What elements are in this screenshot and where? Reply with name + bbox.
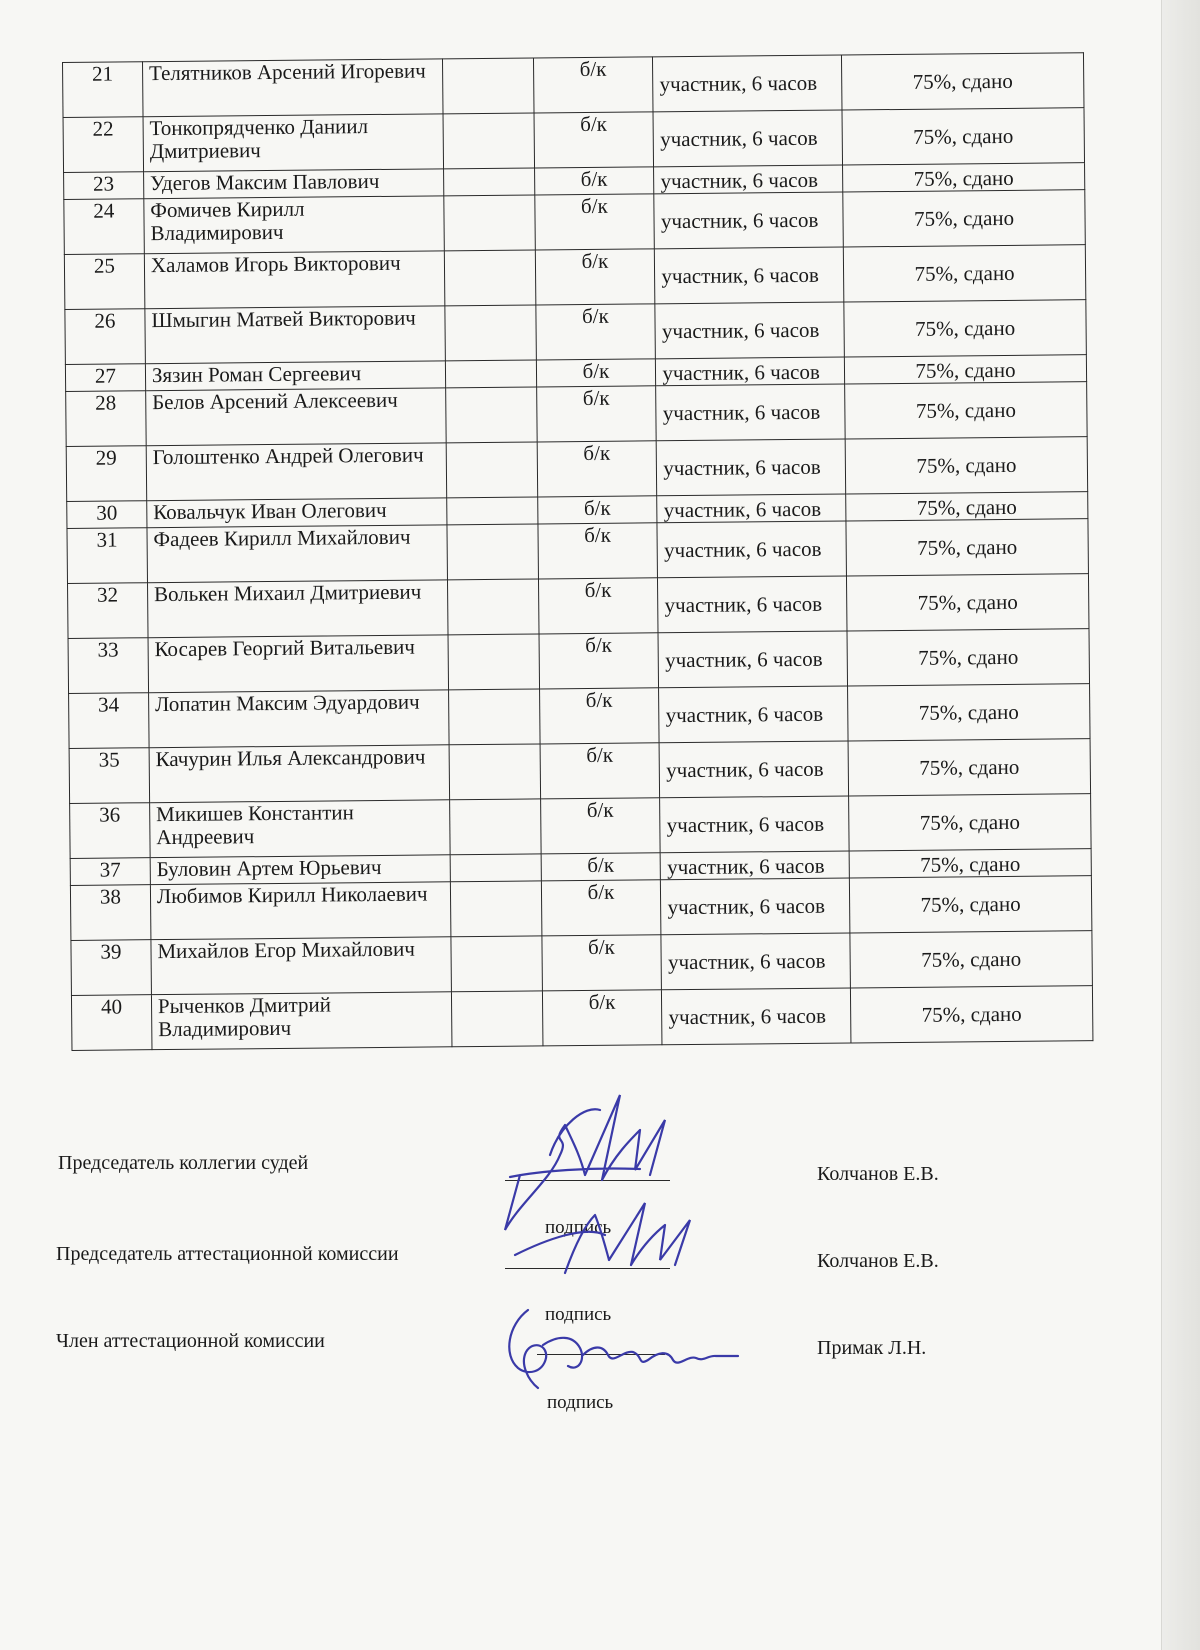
handwritten-signature-1 — [490, 1085, 720, 1235]
role-cell-text: участник, 6 часов — [667, 948, 826, 975]
role-cell — [660, 796, 849, 853]
table-row — [63, 53, 1084, 118]
member-commission-caption: подпись — [547, 1392, 614, 1413]
result-cell — [843, 190, 1085, 247]
result-cell-text: 75%, сдано — [919, 754, 1020, 780]
table-row — [69, 684, 1090, 749]
table-row — [63, 108, 1084, 173]
result-cell — [842, 108, 1084, 165]
result-cell — [845, 437, 1087, 494]
participant-name — [148, 635, 448, 693]
participant-name — [151, 992, 451, 1050]
role-cell-text: участник, 6 часов — [664, 591, 823, 618]
page-edge — [1161, 0, 1200, 1650]
role-cell — [659, 686, 848, 743]
participant-name — [144, 196, 444, 254]
table-row — [68, 574, 1089, 639]
result-cell — [843, 163, 1085, 192]
row-number-text: 22 — [92, 116, 114, 141]
chair-judges-signature-line — [505, 1180, 670, 1181]
role-cell — [660, 851, 849, 880]
category-cell — [539, 633, 659, 689]
category-cell-text: б/к — [581, 248, 609, 274]
row-number-text: 34 — [97, 692, 120, 717]
result-cell-text: 75%, сдано — [919, 809, 1020, 835]
category-cell — [541, 935, 661, 991]
row-number-text: 30 — [96, 500, 118, 525]
role-cell-text: участник, 6 часов — [667, 853, 825, 880]
result-cell — [847, 629, 1089, 686]
member-commission-title: Член аттестационной комиссии — [56, 1330, 325, 1352]
row-number — [64, 172, 144, 200]
category-cell-text: б/к — [582, 385, 610, 411]
participant-name — [142, 59, 442, 117]
role-cell-text: участник, 6 часов — [662, 399, 821, 426]
table-row — [66, 437, 1087, 502]
participant-name — [148, 690, 448, 748]
row-number-text: 35 — [98, 747, 120, 772]
participant-name — [150, 800, 450, 858]
role-cell-text: участник, 6 часов — [663, 496, 822, 523]
role-cell-text: участник, 6 часов — [660, 207, 819, 234]
participant-name — [150, 855, 450, 885]
empty-cell — [447, 579, 539, 635]
participant-name-text: Ковальчук Иван Олегович — [153, 497, 387, 525]
result-cell-text: 75%, сдано — [921, 946, 1022, 972]
role-cell-text: участник, 6 часов — [659, 70, 818, 97]
role-cell-text: участник, 6 часов — [667, 893, 826, 920]
result-cell — [844, 300, 1086, 357]
category-cell — [536, 386, 656, 442]
role-cell — [661, 878, 850, 935]
role-cell-text: участник, 6 часов — [661, 317, 820, 344]
chair-commission-title: Председатель аттестационной комиссии — [56, 1243, 399, 1265]
role-cell — [653, 110, 842, 167]
result-cell-text: 75%, сдано — [913, 205, 1015, 231]
row-number — [65, 309, 145, 365]
participant-name — [145, 306, 445, 364]
role-cell — [658, 576, 847, 633]
row-number — [67, 501, 147, 529]
category-cell-text: б/к — [586, 797, 614, 822]
result-cell-text: 75%, сдано — [913, 165, 1014, 191]
row-number — [67, 528, 147, 584]
row-number-text: 28 — [95, 390, 117, 415]
participant-name — [146, 443, 446, 501]
category-cell — [537, 441, 657, 497]
participant-name-text: Шмыгин Матвей Викторович — [151, 305, 416, 333]
result-cell-text: 75%, сдано — [915, 357, 1016, 383]
category-cell-text: б/к — [587, 934, 615, 959]
empty-cell — [444, 305, 536, 361]
result-cell — [850, 931, 1092, 988]
row-number — [68, 638, 148, 694]
result-cell-text: 75%, сдано — [917, 589, 1018, 615]
empty-cell — [450, 854, 541, 882]
empty-cell — [451, 991, 543, 1047]
row-number — [69, 693, 149, 749]
empty-cell — [449, 799, 541, 855]
category-cell-text: б/к — [586, 742, 614, 767]
category-cell — [537, 523, 657, 579]
result-cell — [847, 574, 1089, 631]
participant-name-text: Белов Арсений Алексеевич — [152, 387, 398, 415]
role-cell-text: участник, 6 часов — [663, 454, 821, 481]
participant-name-text: Рыченков Дмитрий Владимирович — [157, 992, 332, 1042]
result-cell-text: 75%, сдано — [920, 851, 1021, 877]
participant-name-text: Любимов Кирилл Николаевич — [156, 881, 428, 909]
row-number-text: 37 — [99, 857, 121, 882]
chair-commission-signature-line — [505, 1268, 670, 1269]
category-cell-text: б/к — [588, 989, 616, 1014]
table-body — [63, 53, 1093, 1051]
category-cell-text: б/к — [587, 852, 615, 877]
result-cell-text: 75%, сдано — [916, 494, 1017, 520]
participant-name-text: Михайлов Егор Михайлович — [157, 936, 415, 964]
category-cell — [541, 880, 661, 936]
row-number-text: 25 — [93, 253, 116, 278]
role-cell — [661, 933, 850, 990]
result-cell — [849, 849, 1091, 878]
result-cell — [845, 382, 1087, 439]
participant-name — [149, 745, 449, 803]
role-cell — [657, 439, 846, 496]
participant-name-text: Тонкопрядченко Даниил Дмитриевич — [149, 114, 369, 164]
result-cell-text: 75%, сдано — [914, 315, 1016, 341]
empty-cell — [443, 195, 535, 251]
result-cell-text: 75%, сдано — [920, 891, 1021, 917]
row-number-text: 33 — [97, 637, 119, 662]
empty-cell — [446, 442, 538, 498]
row-number — [63, 117, 143, 173]
category-cell — [534, 194, 654, 250]
participant-name-text: Лопатин Максим Эдуардович — [154, 689, 420, 717]
role-cell — [654, 192, 843, 249]
table-row — [71, 986, 1092, 1051]
participant-name-text: Косарев Георгий Витальевич — [154, 634, 415, 662]
participant-name-text: Телятников Арсений Игоревич — [148, 58, 426, 86]
role-cell-text: участник, 6 часов — [660, 125, 818, 152]
table-row — [68, 629, 1089, 694]
category-cell — [538, 578, 658, 634]
participant-name-text: Микишев Константин Андреевич — [155, 800, 354, 850]
row-number — [71, 995, 151, 1051]
table-row — [71, 931, 1092, 996]
chair-commission-caption: подпись — [545, 1304, 612, 1325]
row-number-text: 40 — [100, 994, 123, 1019]
empty-cell — [444, 250, 536, 306]
row-number-text: 39 — [100, 939, 122, 964]
role-cell — [657, 521, 846, 578]
role-cell-text: участник, 6 часов — [660, 167, 819, 194]
row-number — [71, 940, 151, 996]
empty-cell — [446, 524, 538, 580]
result-cell — [846, 519, 1088, 576]
participant-name — [150, 882, 450, 940]
table-row — [69, 739, 1090, 804]
participant-name-text: Удегов Максим Павлович — [149, 168, 380, 196]
category-cell-text: б/к — [585, 632, 613, 658]
empty-cell — [445, 360, 536, 388]
result-cell — [849, 876, 1091, 933]
category-cell-text: б/к — [580, 193, 608, 219]
role-cell — [655, 302, 844, 359]
participant-name — [143, 169, 443, 199]
result-cell-text: 75%, сдано — [913, 123, 1014, 149]
chair-judges-name: Колчанов Е.В. — [817, 1163, 939, 1185]
row-number-text: 26 — [94, 308, 116, 333]
participant-name — [147, 498, 447, 528]
result-cell — [843, 245, 1085, 302]
chair-judges-caption: подпись — [545, 1217, 612, 1238]
result-cell-text: 75%, сдано — [918, 644, 1019, 670]
participant-name — [151, 937, 451, 995]
empty-cell — [450, 881, 542, 937]
empty-cell — [450, 936, 542, 992]
category-cell-text: б/к — [581, 303, 609, 329]
row-number — [64, 254, 144, 310]
participant-name — [147, 580, 447, 638]
role-cell — [658, 631, 847, 688]
empty-cell — [445, 387, 537, 443]
result-cell-text: 75%, сдано — [916, 452, 1017, 478]
row-number — [69, 748, 149, 804]
category-cell-text: б/к — [583, 495, 611, 521]
empty-cell — [442, 58, 534, 114]
result-cell-text: 75%, сдано — [912, 68, 1013, 94]
role-cell — [655, 247, 844, 304]
row-number — [70, 803, 150, 859]
participant-name-text: Волькен Михаил Дмитриевич — [153, 579, 422, 607]
empty-cell — [448, 634, 540, 690]
result-cell — [844, 355, 1086, 384]
empty-cell — [443, 113, 535, 169]
participant-name — [144, 251, 444, 309]
role-cell — [656, 384, 845, 441]
category-cell — [535, 304, 655, 360]
result-cell — [850, 986, 1092, 1043]
participant-name-text: Халамов Игорь Викторович — [150, 250, 401, 278]
role-cell-text: участник, 6 часов — [666, 756, 824, 783]
result-cell-text: 75%, сдано — [918, 699, 1019, 725]
row-number-text: 36 — [99, 802, 121, 827]
participant-name — [143, 114, 443, 172]
participant-name-text: Голоштенко Андрей Олегович — [152, 442, 424, 470]
empty-cell — [443, 168, 534, 196]
row-number — [70, 858, 150, 886]
participant-name-text: Фадеев Кирилл Михайлович — [153, 524, 411, 552]
category-cell — [540, 743, 660, 799]
category-cell-text: б/к — [580, 111, 608, 137]
chair-commission-name: Колчанов Е.В. — [817, 1250, 939, 1272]
role-cell — [653, 55, 842, 112]
handwritten-signature-3 — [498, 1300, 748, 1400]
row-number — [66, 391, 146, 447]
row-number-text: 27 — [94, 363, 117, 388]
empty-cell — [449, 744, 541, 800]
category-cell-text: б/к — [583, 440, 611, 466]
row-number — [68, 583, 148, 639]
row-number-text: 32 — [96, 582, 119, 607]
role-cell — [659, 741, 848, 798]
category-cell — [535, 249, 655, 305]
row-number-text: 29 — [95, 445, 117, 470]
row-number — [64, 199, 144, 255]
participant-name — [147, 525, 447, 583]
category-cell — [533, 57, 653, 113]
row-number — [70, 885, 150, 941]
row-number — [65, 364, 145, 392]
table-row — [67, 519, 1088, 584]
participant-name — [145, 361, 445, 391]
category-cell-text: б/к — [579, 56, 607, 82]
role-cell-text: участник, 6 часов — [665, 701, 824, 728]
row-number-text: 24 — [93, 198, 115, 223]
result-cell-text: 75%, сдано — [915, 397, 1017, 423]
chair-judges-title: Председатель коллегии судей — [58, 1152, 309, 1174]
role-cell-text: участник, 6 часов — [663, 536, 822, 563]
role-cell-text: участник, 6 часов — [661, 262, 820, 289]
row-number-text: 38 — [99, 884, 122, 909]
table-row — [70, 876, 1091, 941]
category-cell-text: б/к — [582, 358, 610, 384]
empty-cell — [448, 689, 540, 745]
result-cell — [848, 739, 1090, 796]
result-cell — [842, 53, 1084, 110]
table-row — [64, 190, 1085, 255]
row-number-text: 31 — [96, 527, 118, 552]
table-row — [65, 300, 1086, 365]
role-cell — [662, 988, 851, 1045]
row-number-text: 23 — [92, 171, 115, 196]
role-cell-text: участник, 6 часов — [665, 646, 823, 673]
category-cell-text: б/к — [587, 879, 615, 904]
row-number-text: 21 — [91, 61, 114, 86]
row-number — [63, 62, 143, 118]
role-cell — [654, 165, 843, 194]
category-cell-text: б/к — [584, 577, 612, 603]
role-cell — [657, 494, 846, 523]
empty-cell — [446, 497, 537, 525]
category-cell — [540, 798, 660, 854]
participant-name-text: Качурин Илья Александрович — [155, 744, 426, 772]
category-cell — [539, 688, 659, 744]
table-row — [70, 794, 1091, 859]
handwritten-signature-2 — [505, 1195, 725, 1285]
table-row — [66, 382, 1087, 447]
result-cell — [849, 794, 1091, 851]
role-cell-text: участник, 6 часов — [666, 811, 825, 838]
table-row — [64, 245, 1085, 310]
category-cell — [542, 990, 662, 1046]
category-cell — [537, 496, 657, 524]
category-cell — [541, 853, 661, 881]
participant-name-text: Фомичев Кирилл Владимирович — [150, 196, 305, 246]
category-cell-text: б/к — [585, 687, 613, 713]
category-cell-text: б/к — [584, 522, 611, 548]
result-cell-text: 75%, сдано — [914, 260, 1015, 286]
category-cell — [536, 359, 656, 387]
member-commission-name: Примак Л.Н. — [817, 1337, 927, 1359]
role-cell-text: участник, 6 часов — [662, 359, 820, 386]
result-cell — [846, 492, 1088, 521]
participant-name — [146, 388, 446, 446]
category-cell — [534, 112, 654, 168]
row-number — [66, 446, 146, 502]
result-cell-text: 75%, сдано — [921, 1001, 1022, 1027]
result-cell — [848, 684, 1090, 741]
role-cell-text: участник, 6 часов — [668, 1003, 827, 1030]
category-cell-text: б/к — [580, 166, 608, 192]
participant-name-text: Буловин Артем Юрьевич — [156, 854, 382, 882]
role-cell — [656, 357, 845, 386]
participant-name-text: Зязин Роман Сергеевич — [151, 361, 362, 388]
member-commission-signature-line — [537, 1354, 665, 1355]
category-cell — [534, 167, 654, 195]
result-cell-text: 75%, сдано — [917, 534, 1018, 560]
participants-table — [62, 52, 1093, 1051]
